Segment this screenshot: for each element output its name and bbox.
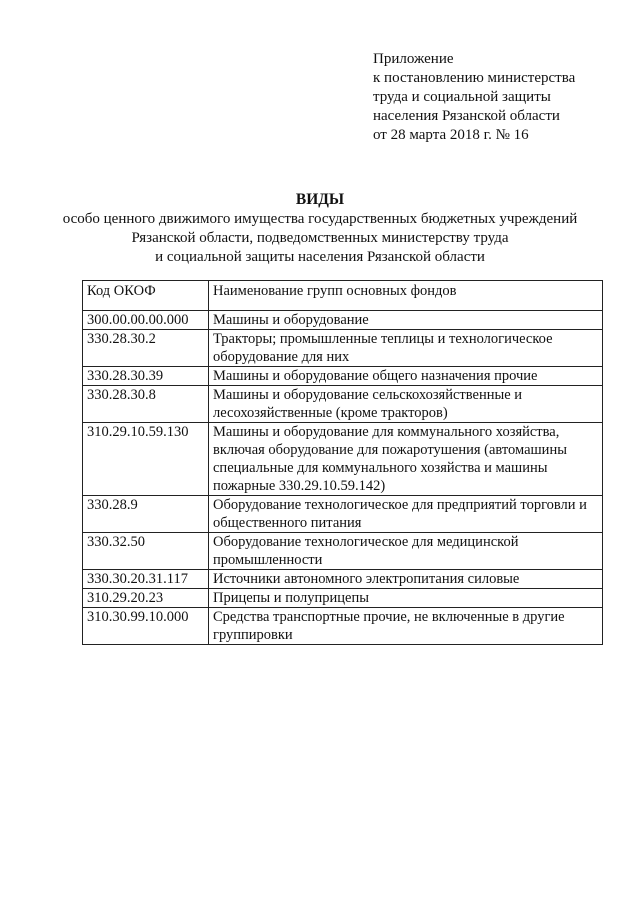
- appendix-line: Приложение: [373, 51, 454, 67]
- okof-code-cell: 310.29.20.23: [83, 589, 209, 608]
- okof-table: [82, 280, 603, 645]
- table-row: [83, 496, 603, 533]
- table-row: [83, 608, 603, 645]
- table-header-row: [83, 281, 603, 311]
- header-name: Наименование групп основных фондов: [209, 281, 603, 311]
- okof-code-cell: 330.28.30.39: [83, 367, 209, 386]
- group-name-cell: Оборудование технологическое для предприятий торговли и общественного питания: [209, 496, 603, 533]
- table-row: [83, 367, 603, 386]
- appendix-block: [373, 50, 575, 145]
- table-row: [83, 386, 603, 423]
- group-name-cell: Прицепы и полуприцепы: [209, 589, 603, 608]
- title-heading: ВИДЫ: [295, 191, 345, 208]
- group-name-cell: Оборудование технологическое для медицинской промышленности: [209, 533, 603, 570]
- group-name-cell: Машины и оборудование: [209, 311, 603, 330]
- okof-code-cell: 310.30.99.10.000: [83, 608, 209, 645]
- title-line: и социальной защиты населения Рязанской области: [155, 249, 485, 265]
- title-line: особо ценного движимого имущества государственных бюджетных учреждений: [62, 211, 578, 227]
- group-name-cell: Источники автономного электропитания силовые: [209, 570, 603, 589]
- okof-code-cell: 330.28.9: [83, 496, 209, 533]
- okof-code-cell: 330.32.50: [83, 533, 209, 570]
- table-row: [83, 330, 603, 367]
- okof-code-cell: 310.29.10.59.130: [83, 423, 209, 496]
- header-code: Код ОКОФ: [83, 281, 209, 311]
- appendix-line: труда и социальной защиты: [373, 89, 551, 105]
- okof-code-cell: 300.00.00.00.000: [83, 311, 209, 330]
- group-name-cell: Машины и оборудование общего назначения прочие: [209, 367, 603, 386]
- appendix-line: к постановлению министерства: [373, 70, 576, 86]
- group-name-cell: Средства транспортные прочие, не включенные в другие группировки: [209, 608, 603, 645]
- okof-code-cell: 330.28.30.8: [83, 386, 209, 423]
- table-row: [83, 423, 603, 496]
- group-name-cell: Машины и оборудование сельскохозяйственные и лесохозяйственные (кроме тракторов): [209, 386, 603, 423]
- group-name-cell: Машины и оборудование для коммунального хозяйства, включая оборудование для пожаротушения (автомашины специальные для коммунального хозяйства и машины пожарные 330.29.10.59.142): [209, 423, 603, 496]
- table-row: [83, 570, 603, 589]
- table-row: [83, 533, 603, 570]
- document-title: [0, 190, 640, 267]
- okof-code-cell: 330.28.30.2: [83, 330, 209, 367]
- title-line: Рязанской области, подведомственных министерству труда: [131, 230, 509, 246]
- group-name-cell: Тракторы; промышленные теплицы и технологическое оборудование для них: [209, 330, 603, 367]
- appendix-line: от 28 марта 2018 г. № 16: [373, 127, 529, 143]
- okof-code-cell: 330.30.20.31.117: [83, 570, 209, 589]
- appendix-line: населения Рязанской области: [373, 108, 560, 124]
- table-row: [83, 589, 603, 608]
- table-row: [83, 311, 603, 330]
